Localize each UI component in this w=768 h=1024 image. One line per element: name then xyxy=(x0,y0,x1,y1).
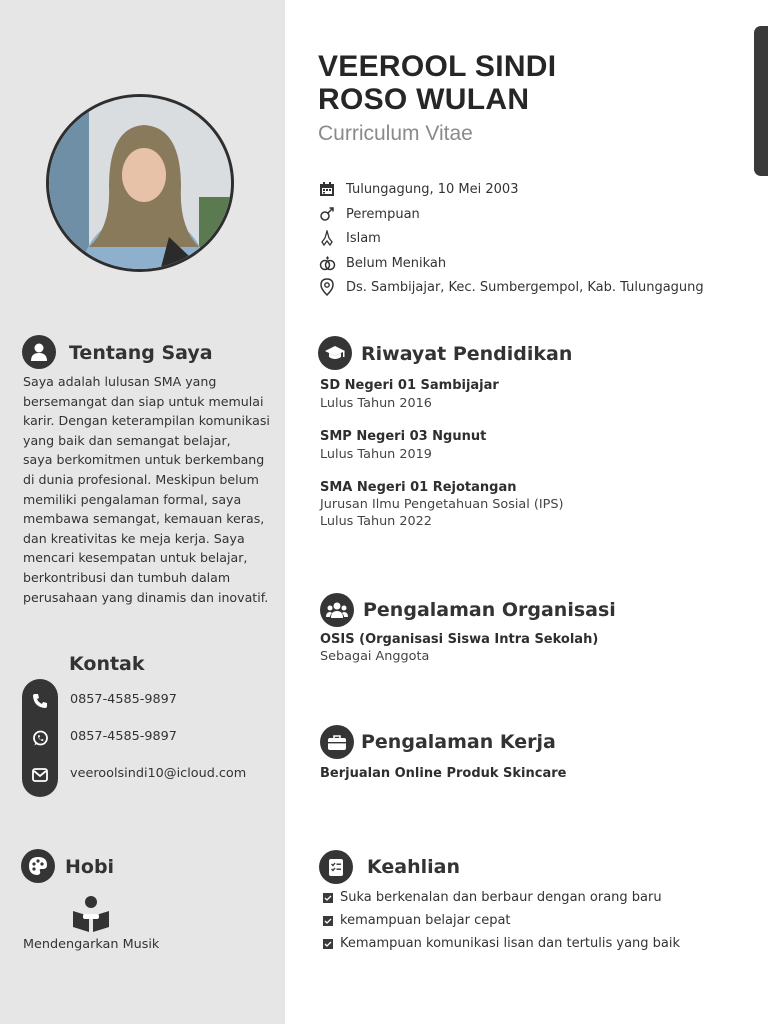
edu-sma-major: Jurusan Ilmu Pengetahuan Sosial (IPS) xyxy=(320,497,564,512)
whatsapp-icon xyxy=(30,728,50,748)
graduation-cap-icon xyxy=(318,336,352,370)
palette-icon xyxy=(21,849,55,883)
skill-item: Suka berkenalan dan berbaur dengan orang baru xyxy=(323,890,662,905)
education-title: Riwayat Pendidikan xyxy=(361,343,573,365)
location-pin-icon xyxy=(318,278,336,296)
skill-item: kemampuan belajar cepat xyxy=(323,913,511,928)
skill-item: Kemampuan komunikasi lisan dan tertulis yang baik xyxy=(323,936,680,951)
edu-sd-year: Lulus Tahun 2016 xyxy=(320,396,432,411)
calendar-icon xyxy=(318,180,336,198)
page-title: VEEROOL SINDI ROSO WULAN xyxy=(318,50,557,116)
edu-smp-name: SMP Negeri 03 Ngunut xyxy=(320,429,487,444)
subtitle: Curriculum Vitae xyxy=(318,122,473,145)
rings-icon xyxy=(318,254,336,272)
about-title: Tentang Saya xyxy=(69,342,213,364)
info-address: Ds. Sambijajar, Kec. Sumbergempol, Kab. Tulungagung xyxy=(318,278,704,296)
phone-icon xyxy=(30,691,50,711)
person-icon xyxy=(22,335,56,369)
contact-title: Kontak xyxy=(69,653,145,675)
reading-icon xyxy=(71,894,111,934)
hobby-item: Mendengarkan Musik xyxy=(23,937,160,952)
checkbox-icon xyxy=(323,893,333,903)
skills-title: Keahlian xyxy=(367,856,460,878)
info-religion: Islam xyxy=(318,229,381,247)
about-text: Saya adalah lulusan SMA yang bersemangat dan siap untuk memulai karir. Dengan keterampilan komunikasi yang baik dan semangat belajar, saya berkomitmen untuk berkembang di dunia profesional. Meskipun belum memiliki pengalaman formal, saya membawa semangat, kemauan keras, dan kreativitas ke meja kerja. Saya mencari kesempatan untuk belajar, berkontribusi dan tumbuh dalam perusahaan yang dinamis dan inovatif. xyxy=(23,374,270,605)
checklist-icon xyxy=(319,850,353,884)
contact-whatsapp[interactable]: 0857-4585-9897 xyxy=(70,729,177,744)
edu-smp-year: Lulus Tahun 2019 xyxy=(320,447,432,462)
profile-photo xyxy=(46,94,234,272)
work-item: Berjualan Online Produk Skincare xyxy=(320,766,567,781)
checkbox-icon xyxy=(323,939,333,949)
info-marital: Belum Menikah xyxy=(318,254,446,272)
work-title: Pengalaman Kerja xyxy=(361,731,556,753)
org-name: OSIS (Organisasi Siswa Intra Sekolah) xyxy=(320,632,599,647)
decorative-tab xyxy=(754,26,768,176)
briefcase-icon xyxy=(320,725,354,759)
contact-phone[interactable]: 0857-4585-9897 xyxy=(70,692,177,707)
edu-sma-name: SMA Negeri 01 Rejotangan xyxy=(320,480,517,495)
checkbox-icon xyxy=(323,916,333,926)
edu-sd-name: SD Negeri 01 Sambijajar xyxy=(320,378,499,393)
pray-icon xyxy=(318,229,336,247)
email-icon xyxy=(30,765,50,785)
gender-icon xyxy=(318,205,336,223)
edu-sma-year: Lulus Tahun 2022 xyxy=(320,514,432,529)
group-icon xyxy=(320,593,354,627)
contact-email[interactable]: veeroolsindi10@icloud.com xyxy=(70,766,247,781)
info-gender: Perempuan xyxy=(318,205,420,223)
organization-title: Pengalaman Organisasi xyxy=(363,599,616,621)
org-role: Sebagai Anggota xyxy=(320,649,430,664)
hobby-title: Hobi xyxy=(65,856,115,878)
info-birth: Tulungagung, 10 Mei 2003 xyxy=(318,180,518,198)
